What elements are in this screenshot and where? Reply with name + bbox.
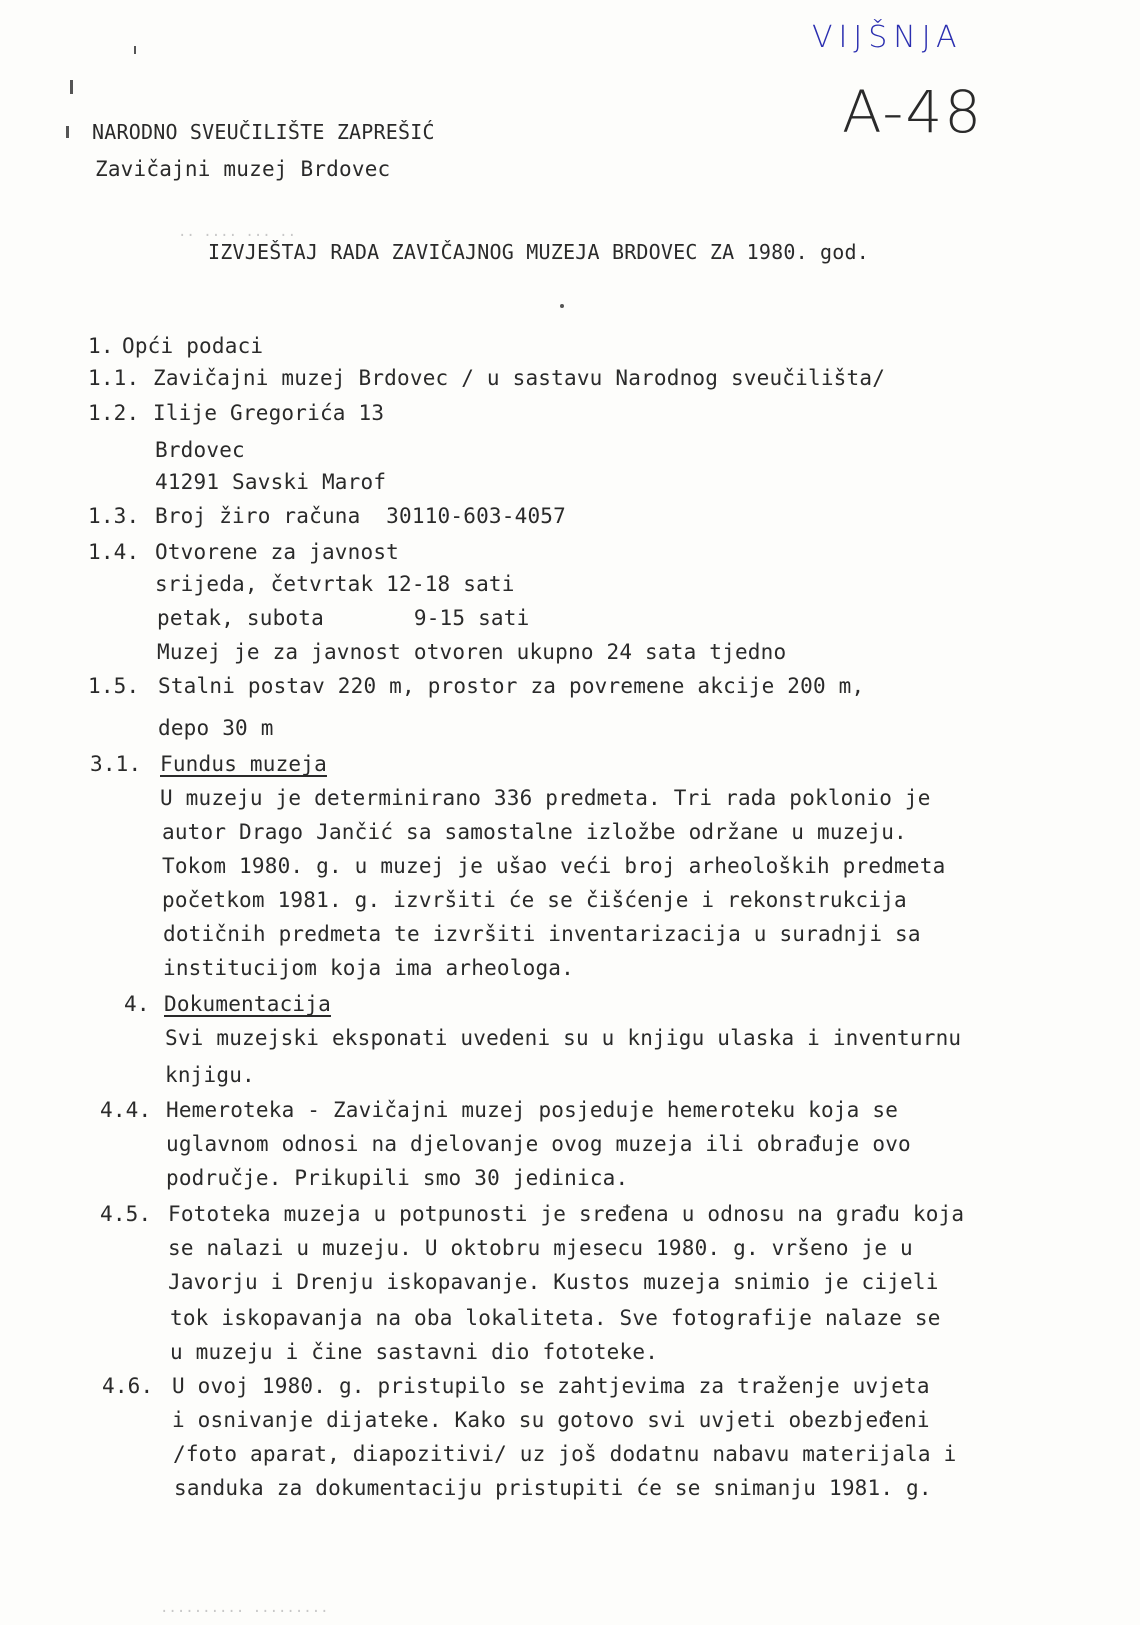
- section-row: 4.5. Fototeka muzeja u potpunosti je sređena u odnosu na građu koja: [100, 1202, 965, 1226]
- section-row: 1.2. Ilije Gregorića 13: [88, 401, 385, 425]
- section-row: Tokom 1980. g. u muzej je ušao veći broj arheoloških predmeta: [162, 854, 946, 878]
- section-row: 4. Dokumentacija: [124, 992, 331, 1016]
- section-row: 4.6. U ovoj 1980. g. pristupilo se zahtjevima za traženje uvjeta: [102, 1374, 930, 1398]
- museum-name: Zavičajni muzej Brdovec: [95, 157, 391, 181]
- section-row: 4.4. Hemeroteka - Zavičajni muzej posjeduje hemeroteku koja se: [100, 1098, 899, 1122]
- section-row: sanduka za dokumentaciju pristupiti će se snimanju 1981. g.: [174, 1476, 932, 1500]
- section-row: dotičnih predmeta te izvršiti inventarizacija u suradnji sa: [163, 922, 921, 946]
- section-row: U muzeju je determinirano 336 predmeta. Tri rada poklonio je: [160, 786, 931, 810]
- margin-mark: [70, 80, 73, 94]
- section-row: petak, subota 9-15 sati: [157, 606, 530, 630]
- section-row: 3.1. Fundus muzeja: [90, 752, 327, 776]
- section-row: 1.5. Stalni postav 220 m, prostor za povremene akcije 200 m,: [88, 674, 865, 698]
- section-row: početkom 1981. g. izvršiti će se čišćenje i rekonstrukcija: [162, 888, 907, 912]
- dot-mark: [560, 304, 564, 308]
- margin-mark: [134, 46, 136, 54]
- section-row: 1.3. Broj žiro računa 30110-603-4057: [88, 504, 566, 528]
- section-row: tok iskopavanja na oba lokaliteta. Sve fotografije nalaze se: [170, 1306, 941, 1330]
- section-row: područje. Prikupili smo 30 jedinica.: [166, 1166, 629, 1190]
- section-row: 41291 Savski Marof: [155, 470, 387, 494]
- handwritten-code: A-48: [842, 78, 984, 146]
- section-row: depo 30 m: [158, 716, 274, 740]
- section-row: se nalazi u muzeju. U oktobru mjesecu 1980. g. vršeno je u: [168, 1236, 913, 1260]
- section-row: institucijom koja ima arheologa.: [163, 956, 574, 980]
- section-row: 1. Opći podaci: [88, 334, 264, 358]
- handwritten-note: VIJŠNJA: [812, 20, 963, 55]
- section-row: Muzej je za javnost otvoren ukupno 24 sata tjedno: [157, 640, 787, 664]
- section-row: srijeda, četvrtak 12-18 sati: [155, 572, 515, 596]
- section-row: Brdovec: [155, 438, 245, 462]
- section-row: knjigu.: [165, 1063, 255, 1087]
- section-row: Javorju i Drenju iskopavanje. Kustos muzeja snimio je cijeli: [168, 1270, 939, 1294]
- section-row: 1.4. Otvorene za javnost: [88, 540, 400, 564]
- bleed-through-text: ·········· ·········: [160, 1604, 329, 1620]
- section-row: 1.1. Zavičajni muzej Brdovec / u sastavu Narodnog sveučilišta/: [88, 366, 886, 390]
- section-row: uglavnom odnosi na djelovanje ovog muzeja ili obrađuje ovo: [166, 1132, 911, 1156]
- section-row: autor Drago Jančić sa samostalne izložbe održane u muzeju.: [162, 820, 907, 844]
- bleed-through-text: ·· ···· ··· ··: [178, 228, 297, 244]
- section-row: u muzeju i čine sastavni dio fototeke.: [170, 1340, 659, 1364]
- section-row: Svi muzejski eksponati uvedeni su u knjigu ulaska i inventurnu: [165, 1026, 962, 1050]
- margin-mark: [66, 126, 69, 138]
- section-row: i osnivanje dijateke. Kako su gotovo svi uvjeti obezbjeđeni: [172, 1408, 930, 1432]
- section-row: /foto aparat, diapozitivi/ uz još dodatnu nabavu materijala i: [173, 1442, 957, 1466]
- organization-name: NARODNO SVEUČILIŠTE ZAPREŠIĆ: [92, 120, 435, 144]
- document-title: IZVJEŠTAJ RADA ZAVIČAJNOG MUZEJA BRDOVEC ZA 1980. god.: [208, 240, 870, 264]
